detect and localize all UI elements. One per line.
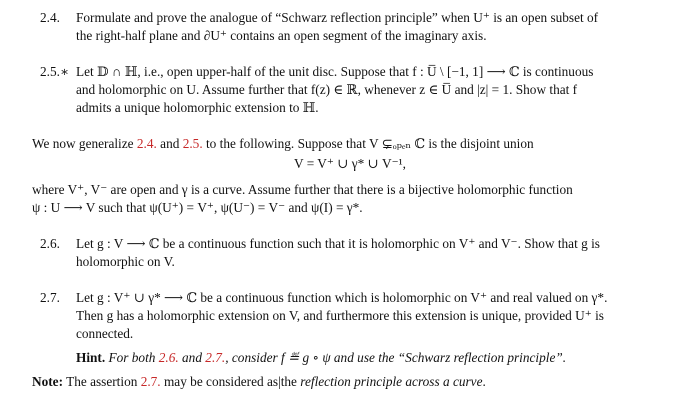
hint-label: Hint. bbox=[76, 350, 106, 365]
ref-2-4-link[interactable]: 2.4. bbox=[136, 136, 157, 151]
equation-v-union: V = V⁺ ∪ γ* ∪ V⁻¹, bbox=[294, 156, 406, 171]
item-number-2-6: 2.6. bbox=[40, 236, 60, 251]
ref-2-7-link[interactable]: 2.7. bbox=[205, 350, 226, 365]
paragraph-line-3: ψ : U ⟶ V such that ψ(U⁺) = V⁺, ψ(U⁻) = V⁻ and ψ(I) = γ*. bbox=[32, 200, 363, 215]
item-2-6-line-2: holomorphic on V. bbox=[76, 254, 175, 269]
item-number-2-5: 2.5.∗ bbox=[40, 64, 69, 79]
ref-2-5-link[interactable]: 2.5. bbox=[182, 136, 203, 151]
item-2-7-line-3: connected. bbox=[76, 326, 134, 341]
paragraph-text: and bbox=[156, 136, 183, 151]
paragraph-text: We now generalize bbox=[32, 136, 137, 151]
note-label: Note: bbox=[32, 374, 64, 389]
item-2-7-line-1: Let g : V⁺ ∪ γ* ⟶ ℂ be a continuous function which is holomorphic on V⁺ and real valued on γ*. bbox=[76, 290, 608, 305]
ref-2-6-link[interactable]: 2.6. bbox=[158, 350, 179, 365]
item-number-2-7: 2.7. bbox=[40, 290, 60, 305]
hint-text: and bbox=[178, 350, 206, 365]
item-2-7-line-2: Then g has a holomorphic extension on V, and furthermore this extension is unique, provided U⁺ is bbox=[76, 308, 604, 323]
item-2-5-line-3: admits a unique holomorphic extension to ℍ. bbox=[76, 100, 319, 115]
note-text: . bbox=[482, 374, 486, 389]
item-2-4-line-2: the right-half plane and ∂U⁺ contains an open segment of the imaginary axis. bbox=[76, 28, 487, 43]
note-text: The assertion bbox=[63, 374, 141, 389]
note-emphasis: reflection principle across a curve bbox=[300, 374, 483, 389]
hint-text: , consider f ≝ g ∘ ψ and use the “Schwarz reflection principle”. bbox=[225, 350, 567, 365]
item-2-5-line-1: Let 𝔻 ∩ ℍ, i.e., open upper-half of the unit disc. Suppose that f : U̅ \ [−1, 1] ⟶ ℂ is continuous bbox=[76, 64, 594, 79]
paragraph-line-2: where V⁺, V⁻ are open and γ is a curve. Assume further that there is a bijective holomorphic function bbox=[32, 182, 573, 197]
item-2-6-line-1: Let g : V ⟶ ℂ be a continuous function such that it is holomorphic on V⁺ and V⁻. Show that g is bbox=[76, 236, 600, 251]
item-2-4-line-1: Formulate and prove the analogue of “Schwarz reflection principle” when U⁺ is an open subset of bbox=[76, 10, 599, 25]
item-2-5-line-2: and holomorphic on U. Assume further that f(z) ∈ ℝ, whenever z ∈ U̅ and |z| = 1. Show that f bbox=[76, 82, 578, 97]
note-line bbox=[32, 374, 486, 390]
paragraph-text: to the following. Suppose that V ⊊ₒₚₑₙ ℂ is the disjoint union bbox=[202, 136, 534, 151]
hint-line bbox=[76, 350, 566, 366]
paragraph-line-1 bbox=[32, 136, 534, 152]
note-text: may be considered as|the bbox=[160, 374, 301, 389]
hint-text: For both bbox=[105, 350, 159, 365]
ref-2-7-link[interactable]: 2.7. bbox=[140, 374, 161, 389]
item-number-2-4: 2.4. bbox=[40, 10, 60, 25]
